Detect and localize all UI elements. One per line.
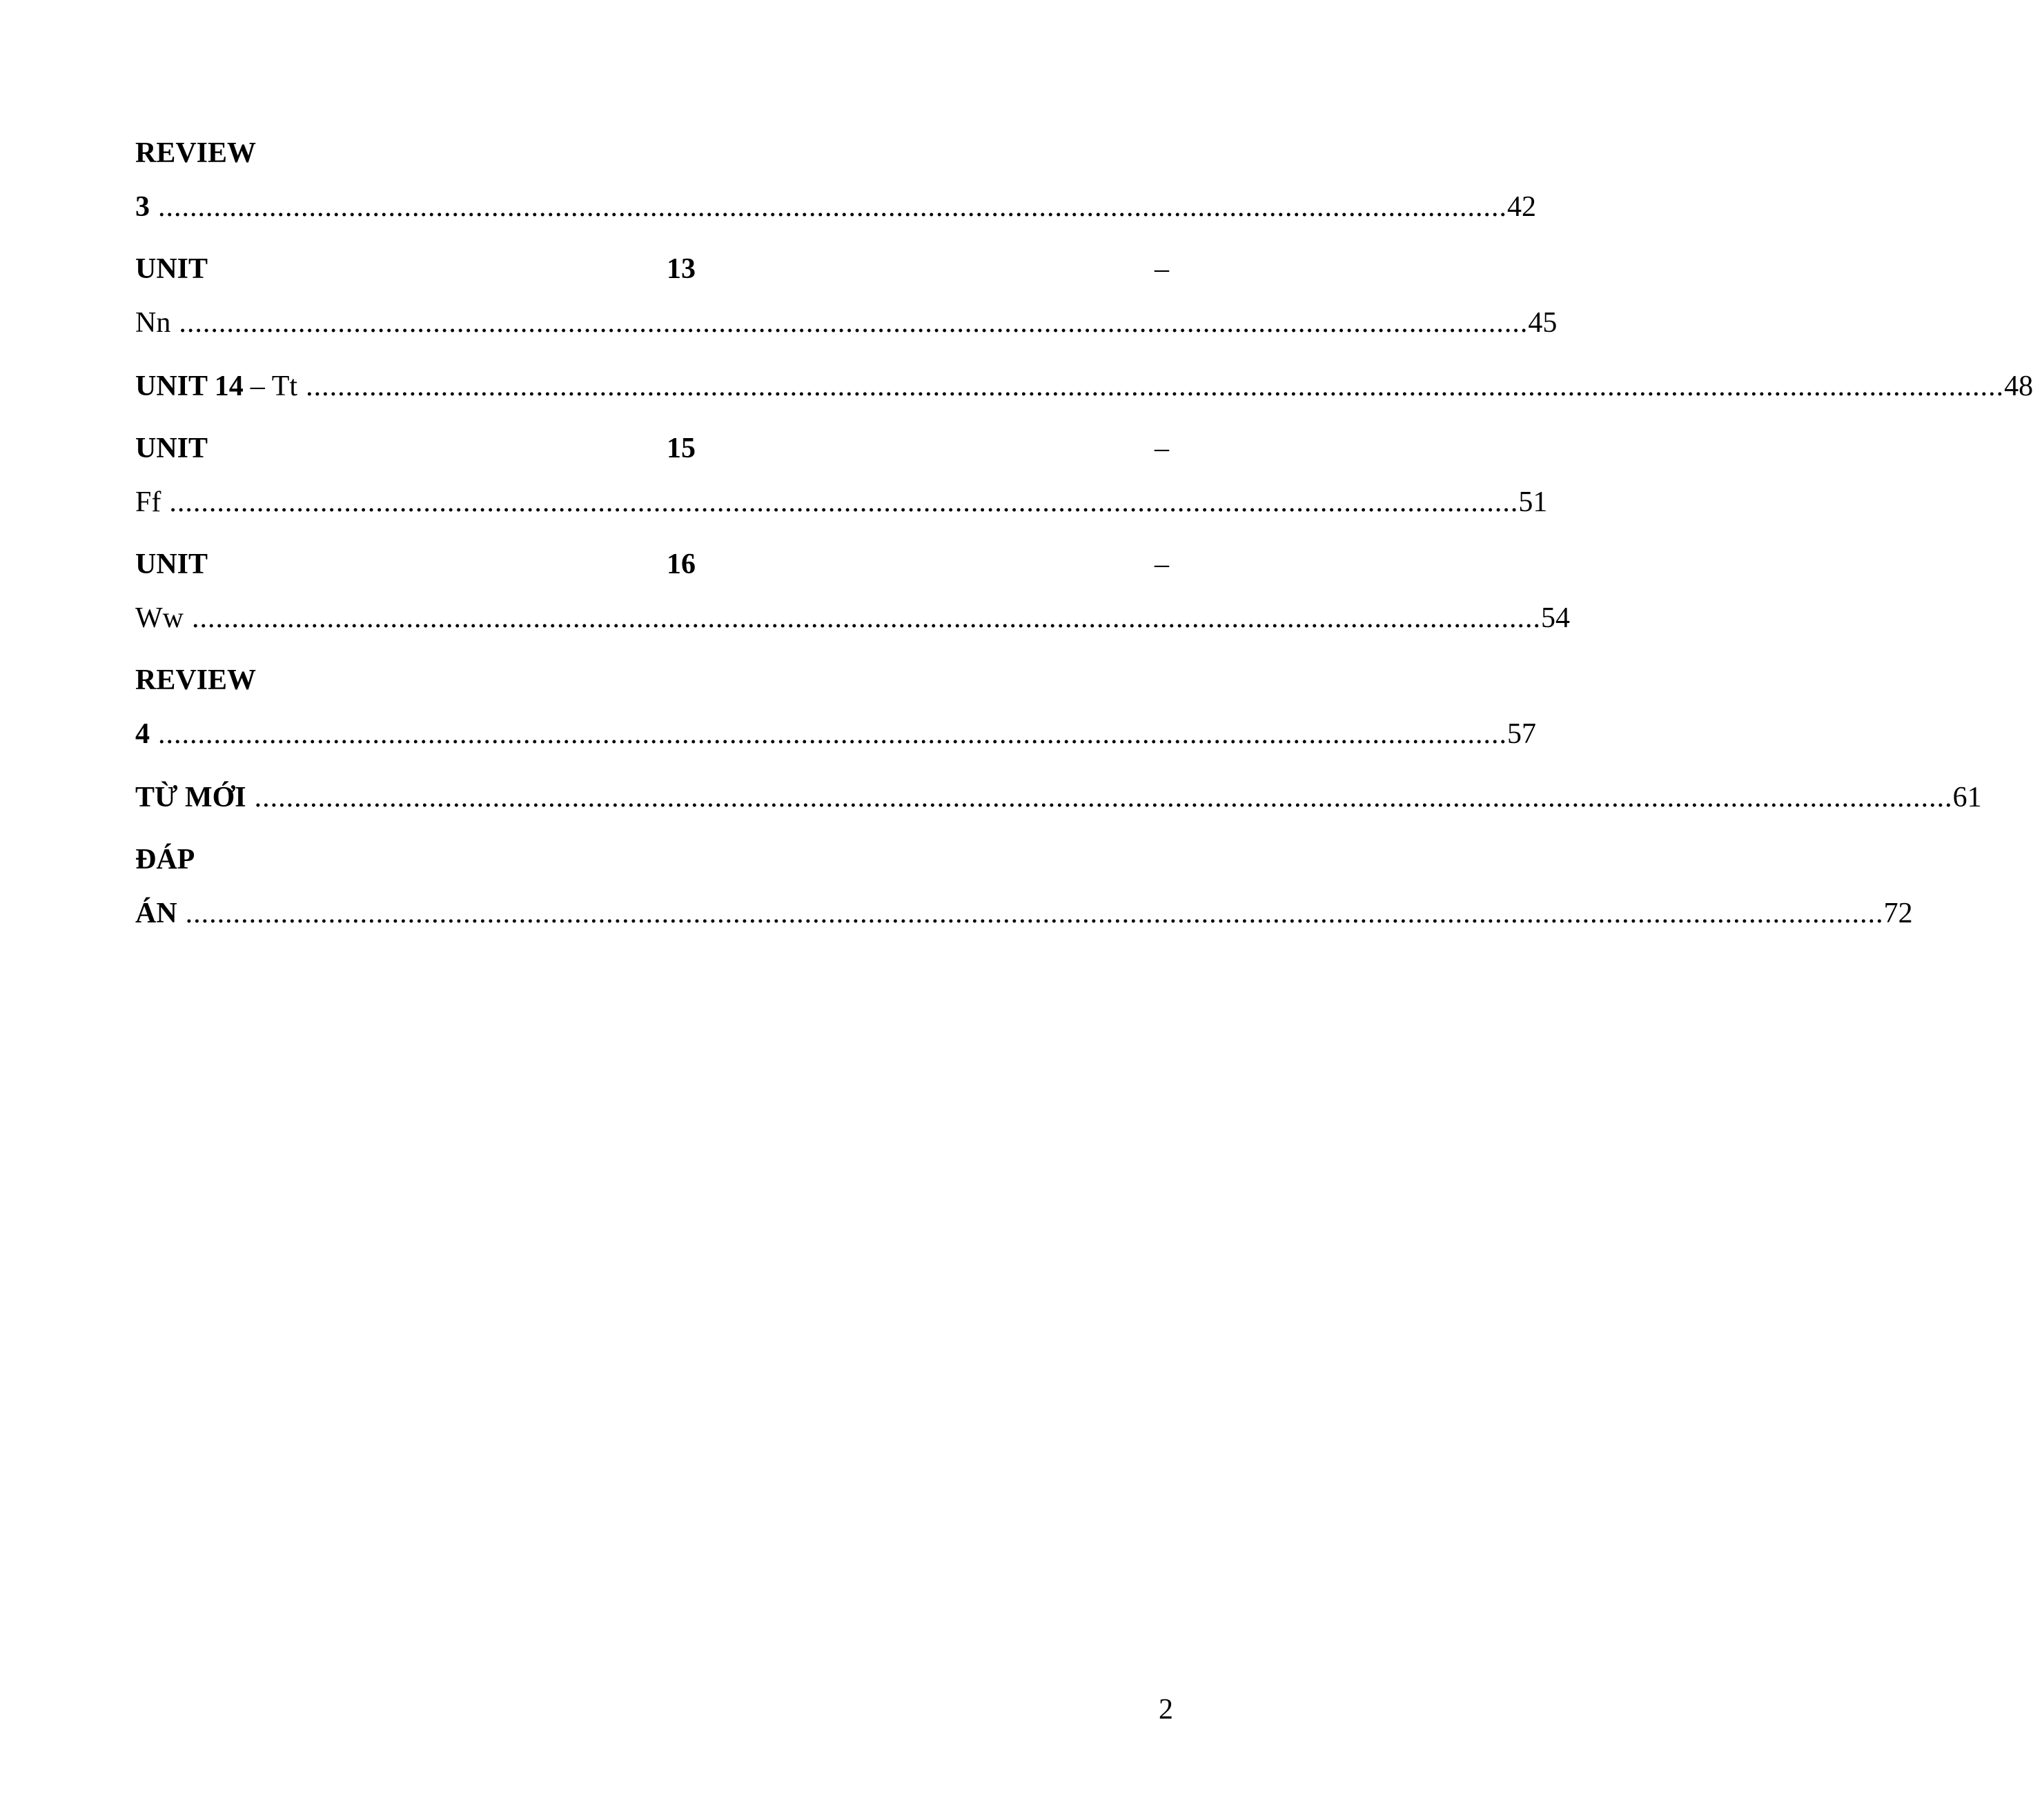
toc-dap-an-page: 72: [1883, 898, 1913, 929]
toc-unit-13-entry[interactable]: [135, 302, 1558, 344]
toc-review-3-title[interactable]: [135, 132, 256, 174]
toc-unit-15-number: 15: [667, 433, 696, 464]
toc-unit-14-label: UNIT 14: [135, 370, 244, 402]
toc-unit-16-number: 16: [667, 548, 696, 580]
toc-review-3-title-text: REVIEW: [135, 137, 257, 169]
toc-unit-13-number: 13: [667, 253, 696, 285]
toc-unit-14-entry[interactable]: [135, 366, 2033, 407]
toc-unit-16-letter: Ww: [135, 602, 184, 634]
toc-unit-15-dash: –: [1155, 433, 1169, 464]
toc-review-4-number: 4: [135, 718, 150, 750]
toc-unit-13-letter: Nn: [135, 307, 171, 339]
toc-unit-13-page: 45: [1528, 307, 1558, 339]
toc-leader-dots: ......................................................................................................................................................................................................................: [185, 898, 1884, 929]
toc-unit-14-letter: Tt: [271, 370, 298, 402]
toc-leader-dots: ......................................................................................................................................................................................................................: [254, 782, 1953, 813]
toc-review-4-title[interactable]: [135, 660, 256, 701]
toc-review-4-page: 57: [1507, 718, 1536, 750]
toc-unit-15-label: UNIT: [135, 433, 208, 464]
toc-review-3-entry[interactable]: [135, 186, 1536, 228]
toc-leader-dots: ..........................................................................................................................................................................: [191, 602, 1541, 634]
toc-tu-moi-entry[interactable]: [135, 777, 1982, 818]
toc-leader-dots: ..........................................................................................................................................................................: [158, 718, 1507, 750]
toc-leader-dots: ..........................................................................................................................................................................: [158, 191, 1507, 223]
toc-unit-16-page: 54: [1540, 602, 1570, 634]
toc-review-4-entry[interactable]: [135, 713, 1536, 755]
toc-unit-14-dash: –: [250, 370, 265, 402]
toc-unit-15-letter: Ff: [135, 486, 161, 518]
toc-leader-dots: ......................................................................................................................................................................................................................: [306, 370, 2005, 402]
toc-unit-15-entry[interactable]: [135, 482, 1548, 523]
toc-tu-moi-title: TỪ MỚI: [135, 782, 246, 813]
toc-unit-16-heading[interactable]: [135, 544, 1169, 585]
toc-review-3-page: 42: [1507, 191, 1536, 223]
toc-tu-moi-page: 61: [1952, 782, 1982, 813]
toc-dap-an-title-line2: ÁN: [135, 898, 177, 929]
toc-unit-15-page: 51: [1518, 486, 1548, 518]
toc-unit-16-label: UNIT: [135, 548, 208, 580]
toc-review-4-title-text: REVIEW: [135, 664, 257, 696]
toc-unit-13-heading[interactable]: [135, 248, 1169, 290]
toc-unit-15-heading[interactable]: [135, 428, 1169, 469]
toc-unit-16-dash: –: [1155, 548, 1169, 580]
toc-dap-an-entry[interactable]: [135, 893, 1913, 934]
toc-unit-16-entry[interactable]: [135, 597, 1570, 639]
toc-review-3-number: 3: [135, 191, 150, 223]
toc-dap-an-title-line1: ĐÁP: [135, 844, 195, 876]
toc-unit-14-page: 48: [2004, 370, 2033, 402]
toc-dap-an-title[interactable]: [135, 839, 195, 880]
toc-unit-13-label: UNIT: [135, 253, 208, 285]
toc-leader-dots: ..........................................................................................................................................................................: [169, 486, 1519, 518]
toc-leader-dots: ..........................................................................................................................................................................: [179, 307, 1529, 339]
page-number: 2: [1159, 1694, 1173, 1725]
toc-unit-13-dash: –: [1155, 253, 1169, 285]
